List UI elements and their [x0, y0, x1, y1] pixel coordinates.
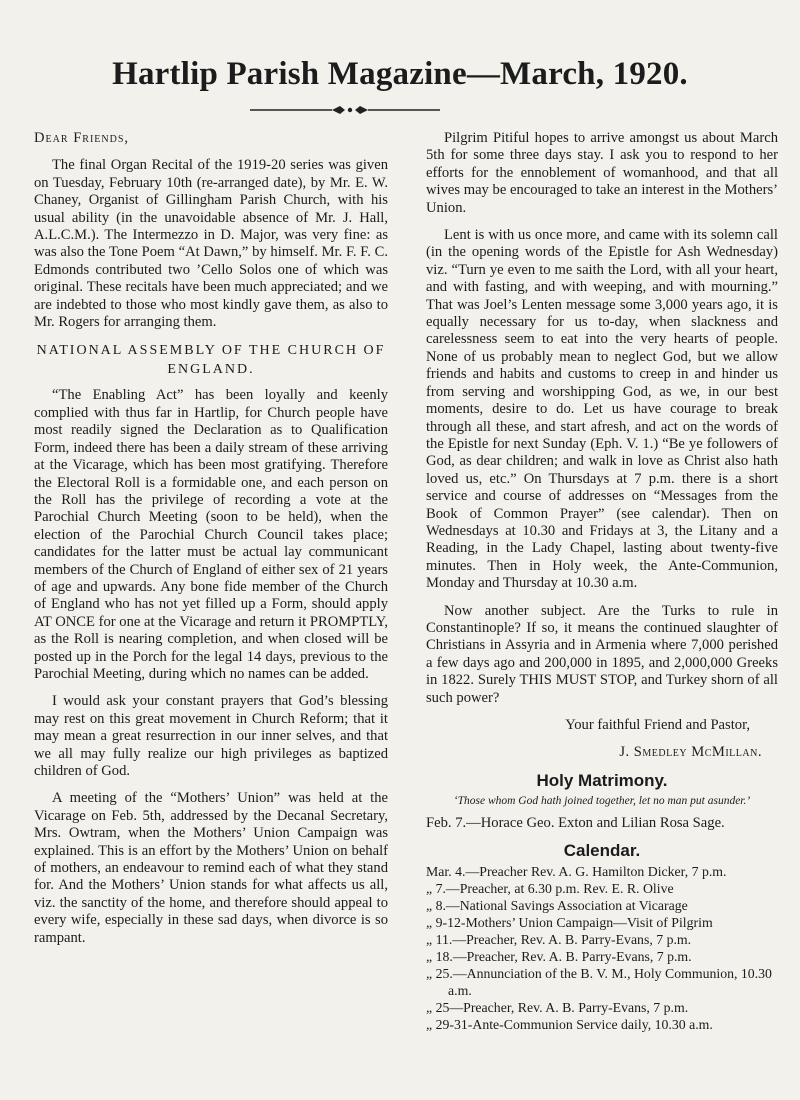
signature: J. Smedley McMillan.	[619, 744, 762, 761]
calendar-entry: „ 25—Preacher, Rev. A. B. Parry-Evans, 7 p.m.	[426, 1000, 689, 1016]
pilgrim-paragraph: Pilgrim Pitiful hopes to arrive amongst us about March 5th for some three days stay. I ask you to respond to her efforts for the ennoblement of womanhood, and that all wives may be encouraged to take an interest in the Mothers’ Union.	[426, 130, 778, 216]
turks-paragraph: Now another subject. Are the Turks to rule in Constantinople? If so, it means the continued slaughter of Christians in Assyria and in Armenia where 7,000 perished a few days ago and 200,000 in 1895, and 2,000,000 Greeks in 1822. Surely THIS MUST STOP, and Turkey shorn of all such power?	[426, 602, 778, 706]
matrimony-entry: Feb. 7.—Horace Geo. Exton and Lilian Rosa Sage.	[426, 814, 725, 831]
left-column	[34, 130, 388, 957]
enabling-act-paragraph: “The Enabling Act” has been loyally and keenly complied with thus far in Hartlip, for Church people have most readily signed the Declaration as to Qualification Form, indeed there has been a daily stream of these arriving at the Vicarage, which has been most gratifying. Therefore the Electoral Roll is a formidable one, and each person on the Roll has the privilege of recording a vote at the Parochial Church Meeting (soon to be held), when the election of the Parochial Church Council takes place; candidates for the latter must be actual lay communicant members of the Church of England of either sex of 21 years of age and upwards. Any bone fide member of the Church of England who has not yet filled up a Form, should apply AT ONCE for one at the Vicarage and return it PROMPTLY, as the Roll is nearing completion, and when closed will be posted up in the Porch for the legal 14 days, previous to the Parochial Meeting, during which no names can be added.	[34, 387, 388, 682]
lent-paragraph: Lent is with us once more, and came with its solemn call (in the opening words of the Epistle for Ash Wednesday) viz. “Turn ye even to me saith the Lord, with all your heart, and with fasting, and with weeping, and with mourning.” That was Joel’s Lenten message some 3,000 years ago, it is equally necessary for us to-day, when slackness and carelessness seem to eat into the very hearts of people. None of us probably mean to neglect God, but we allow friends and habits and customs to creep in and hinder us from serving and worshipping God, as we, in our best moments, desire to do. Let us have courage to break through all these, and start afresh, and act on the words of the Epistle for next Sunday (Eph. V. 1.) “Be ye followers of God, as dear children; and walk in love as Christ also hath loved us, etc.” On Thursdays at 7 p.m. there is a short service and course of addresses on “Messages from the Book of Common Prayer” (see calendar). Then on Wednesdays at 10.30 and Fridays at 3, the Litany and a Reading, in the Lady Chapel, lasting about twenty-five minutes. Then in Holy week, the Ante-Communion, Monday and Thursday at 10.30 a.m.	[426, 227, 778, 592]
organ-recital-paragraph: The final Organ Recital of the 1919-20 series was given on Tuesday, February 10th (re-arranged date), by Mr. E. W. Chaney, Organist of Gillingham Parish Church, with his usual ability (in the unavoidable absence of Mr. J. Hall, A.L.C.M.). The Intermezzo in D. Major, was very fine: as was also the Tone Poem “At Dawn,” by himself. Mr. F. F. C. Edmonds contributed two ’Cello Solos one of which was original. These recitals have been much appreciated; and we are indebted to those who most kindly gave them, as also to Mr. Rogers for arranging them.	[34, 157, 388, 331]
calendar-list	[426, 863, 778, 1033]
right-column	[426, 130, 778, 1033]
sign-off: Your faithful Friend and Pastor,	[565, 717, 750, 733]
matrimony-quote: ‘Those whom God hath joined together, let no man put asunder.’	[453, 795, 751, 808]
matrimony-heading: Holy Matrimony.	[536, 770, 668, 790]
calendar-entry: „ 29-31-Ante-Communion Service daily, 10.30 a.m.	[426, 1017, 713, 1033]
assembly-heading: NATIONAL ASSEMBLY OF THE CHURCH OF ENGLAND.	[36, 343, 386, 378]
calendar-entry: „ 18.—Preacher, Rev. A. B. Parry-Evans, 7 p.m.	[426, 949, 692, 965]
salutation: Dear Friends,	[34, 130, 130, 146]
mothers-union-paragraph: A meeting of the “Mothers’ Union” was held at the Vicarage on Feb. 5th, addressed by the Decanal Secretary, Mrs. Owtram, when the Mothers’ Union Campaign was explained. This is an effort by the Mothers’ Union on behalf of mothers, an endeavour to remind each of what they stand for. And the Mothers’ Union stands for what affects us all, viz. the sanctity of the home, and therefore should appeal to every wife, especially in these sad days, when divorce is so rampant.	[34, 790, 388, 946]
calendar-entry: „ 11.—Preacher, Rev. A. B. Parry-Evans, 7 p.m.	[426, 932, 692, 948]
calendar-entry: „ 8.—National Savings Association at Vicarage	[426, 898, 688, 914]
calendar-entry: „ 7.—Preacher, at 6.30 p.m. Rev. E. R. Olive	[426, 881, 674, 897]
title-ornament	[250, 104, 440, 116]
page-title: Hartlip Parish Magazine—March, 1920.	[112, 56, 688, 92]
calendar-entry: Mar. 4.—Preacher Rev. A. G. Hamilton Dicker, 7 p.m.	[426, 864, 727, 880]
calendar-heading: Calendar.	[563, 841, 641, 861]
calendar-entry: „ 25.—Annunciation of the B. V. M., Holy Communion, 10.30 a.m.	[426, 966, 772, 999]
calendar-entry: „ 9-12-Mothers’ Union Campaign—Visit of Pilgrim	[426, 915, 713, 931]
prayers-paragraph: I would ask your constant prayers that God’s blessing may rest on this great movement in Church Reform; that it may mean a great resurrection in our inner selves, and that we all may fully realize our high privileges as baptized children of God.	[34, 693, 388, 779]
